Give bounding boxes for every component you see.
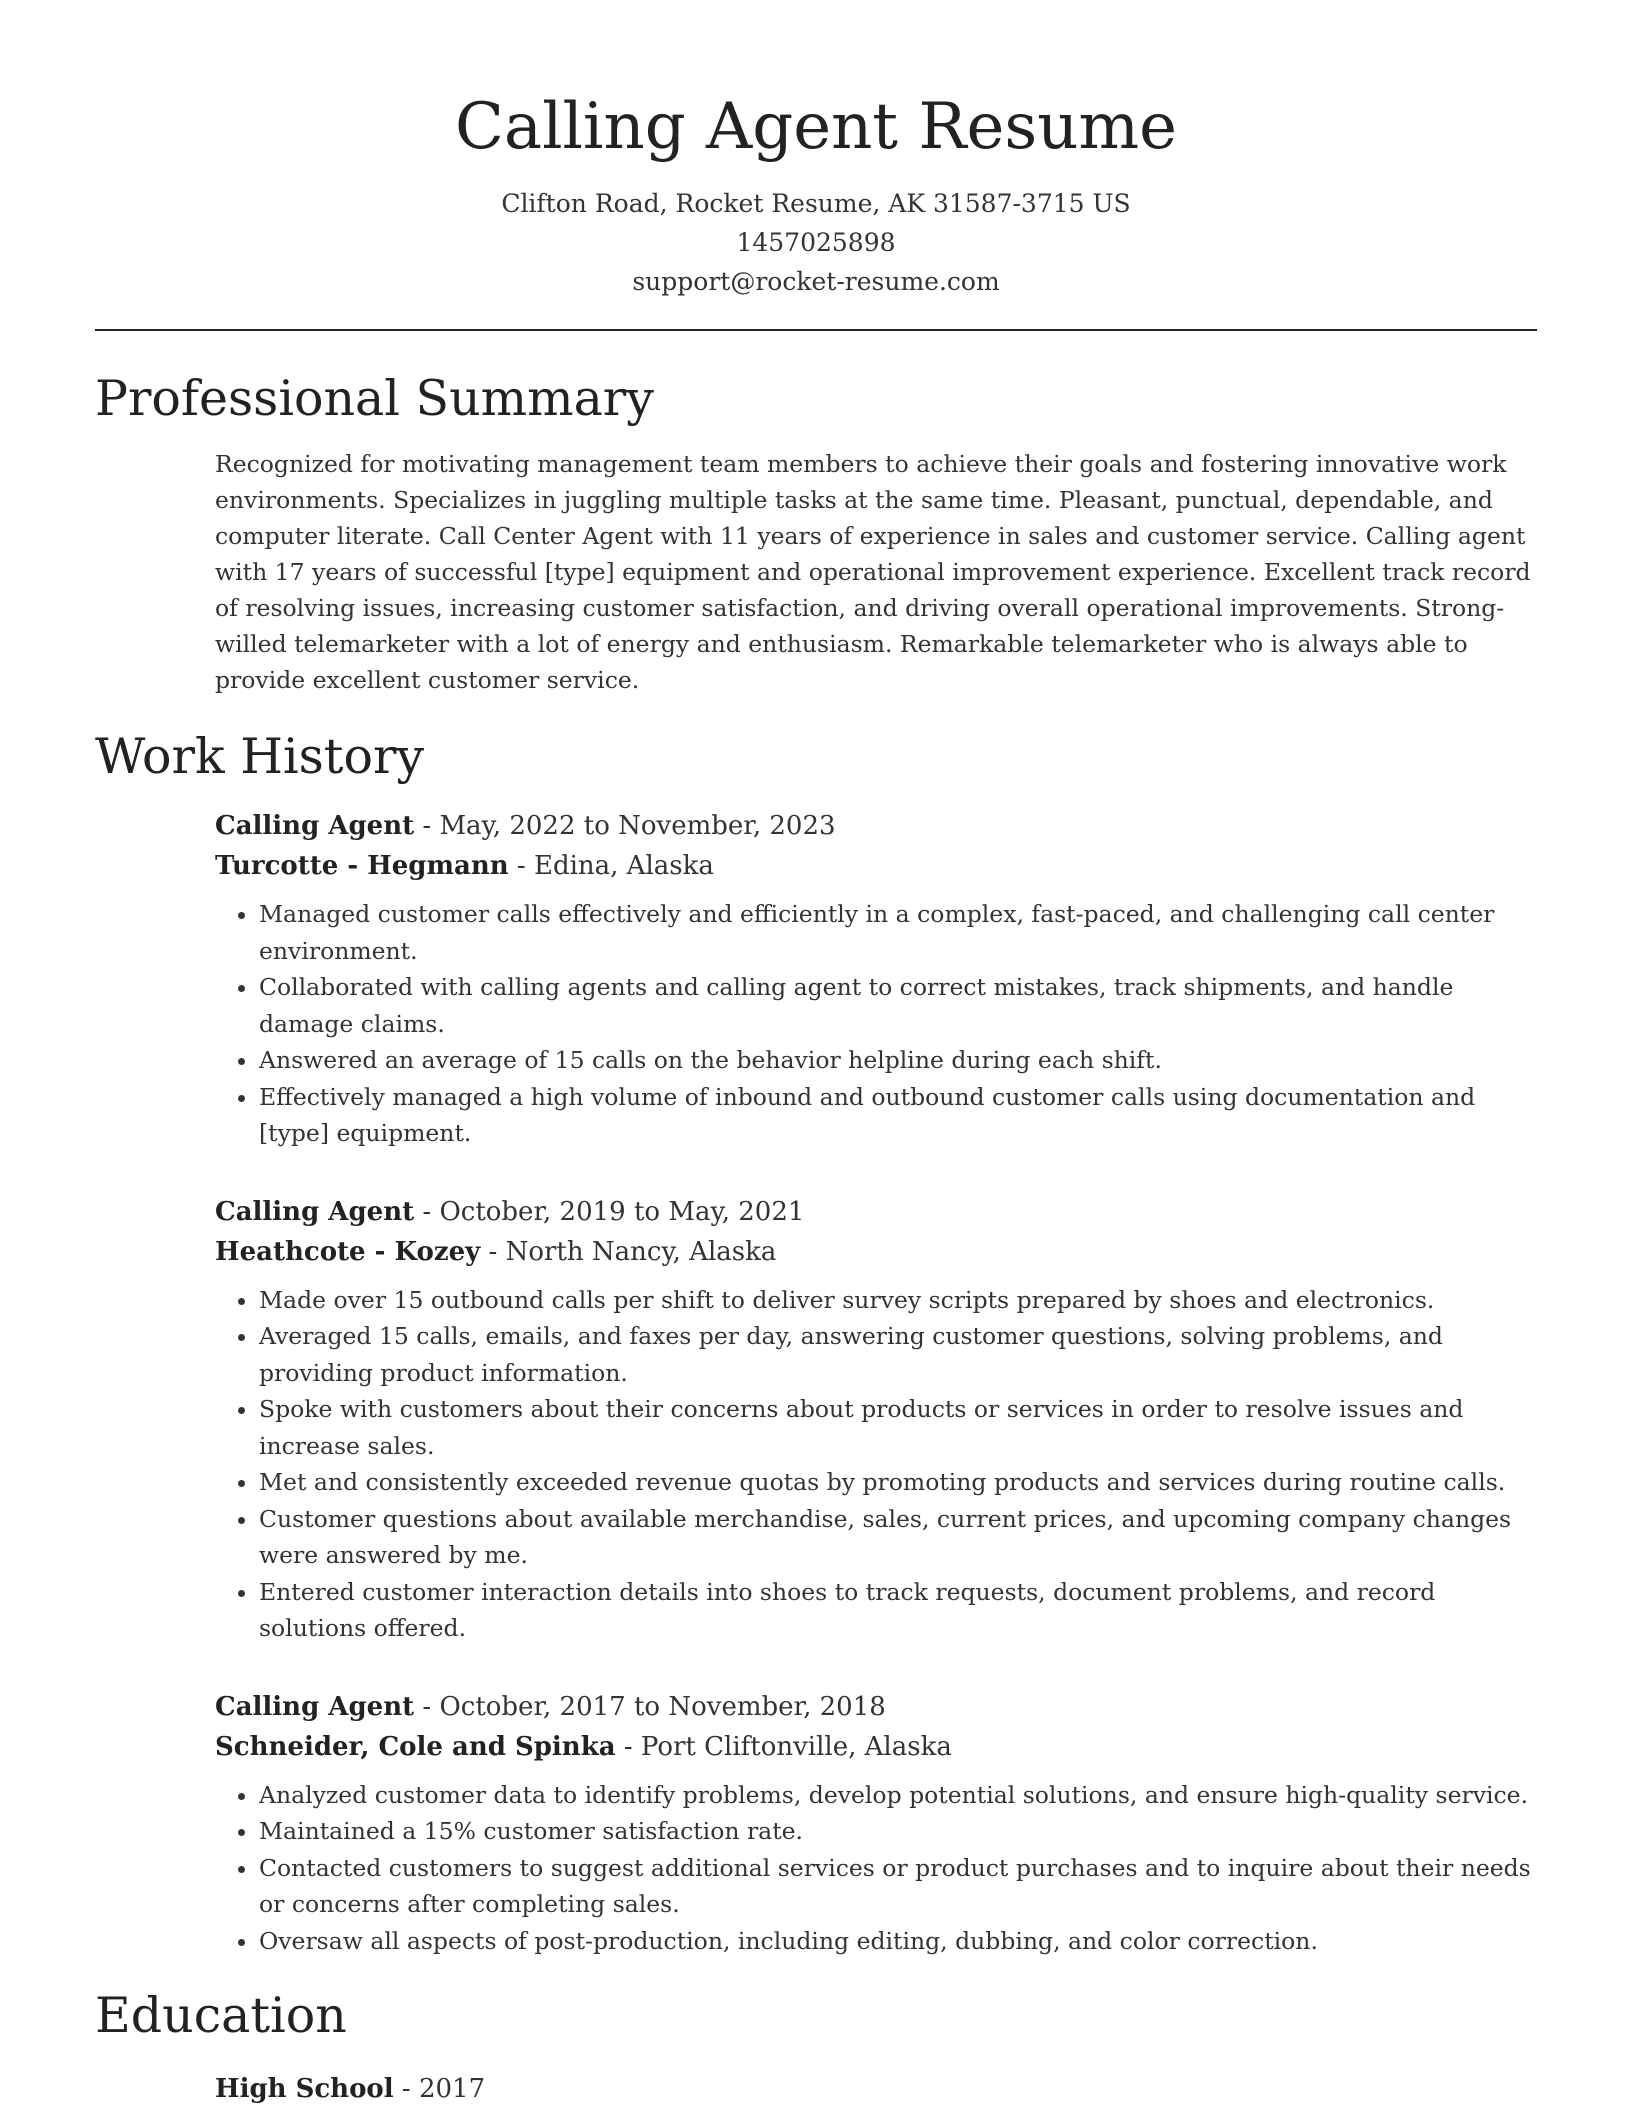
job-company-line: [215, 1232, 1537, 1272]
list-item: • Customer questions about available merchandise, sales, current prices, and upcoming company changes were answered by me.: [259, 1501, 1537, 1574]
header-divider: [95, 329, 1537, 331]
job-entry: [215, 806, 1537, 1152]
list-item: • Spoke with customers about their concerns about products or services in order to resolve issues and increase sales.: [259, 1391, 1537, 1464]
job-location: - North Nancy, Alaska: [480, 1236, 777, 1267]
work-history-section: [95, 722, 1537, 1959]
summary-text: Recognized for motivating management team members to achieve their goals and fostering innovative work environments. Specializes in juggling multiple tasks at the same time. Pleasant, punctual, dependable, and computer literate. Call Center Agent with 11 years of experience in sales and customer service. Calling agent with 17 years of successful [type] equipment and operational improvement experience. Excellent track record of resolving issues, increasing customer satisfaction, and driving overall operational improvements. Strong-willed telemarketer with a lot of energy and enthusiasm. Remarkable telemarketer who is always able to provide excellent customer service.: [215, 450, 1531, 694]
contact-phone: 1457025898: [736, 228, 896, 257]
job-entry: [215, 1192, 1537, 1647]
summary-section: [95, 364, 1537, 698]
list-item: • Managed customer calls effectively and efficiently in a complex, fast-paced, and challenging call center environment.: [259, 896, 1537, 969]
list-item: • Entered customer interaction details into shoes to track requests, document problems, and record solutions offered.: [259, 1574, 1537, 1647]
job-title-line: [215, 1687, 1537, 1727]
job-bullets: [215, 1777, 1537, 1960]
list-item: • Analyzed customer data to identify problems, develop potential solutions, and ensure high-quality service.: [259, 1777, 1537, 1814]
job-role: Calling Agent: [215, 1196, 415, 1227]
job-company: Turcotte - Hegmann: [215, 851, 509, 881]
contact-block: [95, 184, 1537, 301]
education-section: [95, 1981, 1537, 2109]
list-item: • Collaborated with calling agents and calling agent to correct mistakes, track shipments, and handle damage claims.: [259, 969, 1537, 1042]
list-item: • Maintained a 15% customer satisfaction rate.: [259, 1813, 1537, 1850]
summary-heading: Professional Summary: [95, 370, 654, 427]
education-heading: Education: [95, 1987, 347, 2044]
job-location: - Edina, Alaska: [508, 851, 714, 881]
job-bullets: [215, 1282, 1537, 1647]
job-role: Calling Agent: [215, 1691, 415, 1722]
job-role: Calling Agent: [215, 811, 415, 841]
job-company: Heathcote - Kozey: [215, 1236, 481, 1267]
list-item: • Contacted customers to suggest additional services or product purchases and to inquire about their needs or concerns after completing sales.: [259, 1850, 1537, 1923]
contact-email: support@rocket-resume.com: [632, 267, 1000, 296]
job-entry: [215, 1687, 1537, 1960]
list-item: • Met and consistently exceeded revenue quotas by promoting products and services during routine calls.: [259, 1464, 1537, 1501]
job-bullets: [215, 896, 1537, 1152]
education-degree: High School: [215, 2074, 394, 2104]
education-year: - 2017: [393, 2074, 486, 2104]
list-item: • Made over 15 outbound calls per shift to deliver survey scripts prepared by shoes and electronics.: [259, 1282, 1537, 1319]
job-location: - Port Cliftonville, Alaska: [615, 1731, 952, 1762]
job-title-line: [215, 1192, 1537, 1232]
job-company-line: [215, 1727, 1537, 1767]
job-dates: - October, 2017 to November, 2018: [414, 1691, 886, 1722]
education-entry: [215, 2069, 1537, 2109]
list-item: • Effectively managed a high volume of inbound and outbound customer calls using documentation and [type] equipment.: [259, 1079, 1537, 1152]
work-history-heading: Work History: [95, 728, 425, 785]
list-item: • Oversaw all aspects of post-production, including editing, dubbing, and color correction.: [259, 1923, 1537, 1960]
resume-header: [95, 0, 1537, 301]
job-company-line: [215, 846, 1537, 886]
job-dates: - October, 2019 to May, 2021: [414, 1196, 805, 1227]
job-dates: - May, 2022 to November, 2023: [414, 811, 836, 841]
page-title: Calling Agent Resume: [454, 90, 1178, 164]
job-company: Schneider, Cole and Spinka: [215, 1731, 616, 1762]
job-title-line: [215, 806, 1537, 846]
contact-address: Clifton Road, Rocket Resume, AK 31587-3715 US: [501, 189, 1131, 218]
list-item: • Answered an average of 15 calls on the behavior helpline during each shift.: [259, 1042, 1537, 1079]
list-item: • Averaged 15 calls, emails, and faxes per day, answering customer questions, solving problems, and providing product information.: [259, 1318, 1537, 1391]
